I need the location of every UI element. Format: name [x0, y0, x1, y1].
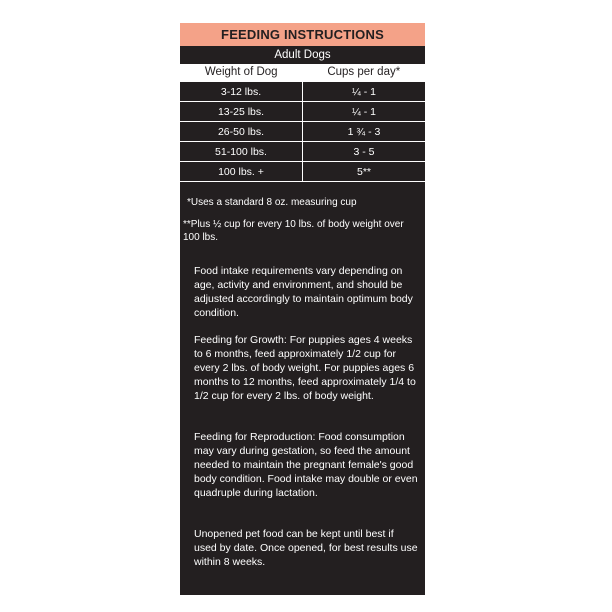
weight-cell: 51-100 lbs.: [180, 142, 303, 162]
growth-paragraph: Feeding for Growth: For puppies ages 4 weeks to 6 months, feed approximately 1/2 cup for every 2 lbs. of body weight. For puppies ages 6 months to 12 months, feed approximately 1/4 to 1/2 cup for every 2 lbs. of body weight.: [194, 334, 416, 402]
table-row: [180, 122, 425, 142]
cups-cell: 3 - 5: [303, 142, 426, 162]
cups-cell: ¼ - 1: [303, 102, 426, 122]
table-row: [180, 162, 425, 182]
weight-cell: 3-12 lbs.: [180, 82, 303, 102]
storage-paragraph: Unopened pet food can be kept until best if used by date. Once opened, for best results use within 8 weeks.: [194, 528, 418, 568]
extra-weight-footnote: **Plus ½ cup for every 10 lbs. of body weight over 100 lbs.: [183, 219, 404, 243]
feeding-table: [180, 64, 425, 182]
table-row: [180, 142, 425, 162]
measuring-cup-footnote: *Uses a standard 8 oz. measuring cup: [187, 197, 357, 208]
table-row: [180, 82, 425, 102]
table-row: [180, 102, 425, 122]
reproduction-paragraph: Feeding for Reproduction: Food consumption may vary during gestation, so feed the amount needed to maintain the pregnant female's good body condition. Food intake may double or even quadruple during lactation.: [194, 431, 418, 499]
intake-paragraph: Food intake requirements vary depending on age, activity and environment, and should be adjusted accordingly to maintain optimum body condition.: [194, 265, 413, 319]
weight-cell: 100 lbs. +: [180, 162, 303, 182]
feeding-instructions-panel: [180, 23, 425, 595]
weight-cell: 26-50 lbs.: [180, 122, 303, 142]
panel-subtitle: Adult Dogs: [274, 49, 331, 61]
cups-cell: 1 ¾ - 3: [303, 122, 426, 142]
weight-cell: 13-25 lbs.: [180, 102, 303, 122]
panel-title: FEEDING INSTRUCTIONS: [180, 23, 425, 46]
column-header-weight: Weight of Dog: [180, 64, 303, 82]
column-header-cups: Cups per day*: [303, 64, 426, 82]
table-header-row: [180, 64, 425, 82]
cups-cell: 5**: [303, 162, 426, 182]
cups-cell: ¼ - 1: [303, 82, 426, 102]
